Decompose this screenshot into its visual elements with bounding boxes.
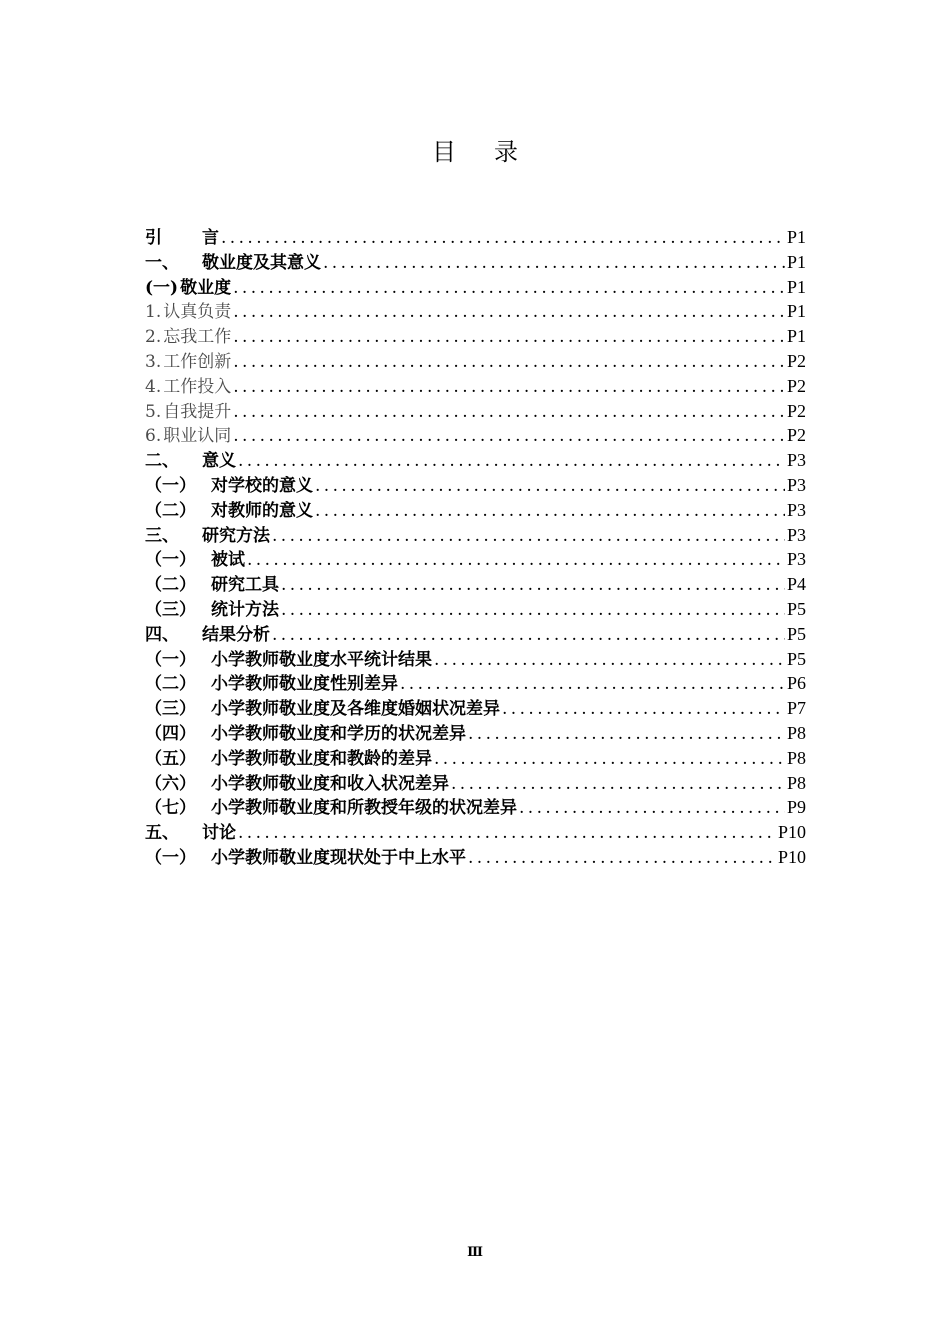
- toc-entry-number: （一）: [145, 475, 196, 496]
- toc-entry-page: P3: [786, 474, 806, 495]
- toc-entry[interactable]: [145, 795, 806, 820]
- toc-entry[interactable]: [145, 721, 806, 746]
- toc-dot-leader: [233, 424, 785, 448]
- toc-entry-number: 一、: [145, 252, 179, 273]
- toc-entry-label: 小学教师敬业度和学历的状况差异: [211, 723, 466, 744]
- toc-entry-number: (一): [145, 277, 179, 298]
- toc-entry-number: （三）: [145, 699, 196, 720]
- toc-entry-number: （三）: [145, 599, 196, 620]
- toc-entry-page: P2: [786, 375, 806, 396]
- toc-dot-leader: [221, 226, 785, 250]
- toc-entry[interactable]: [145, 696, 806, 721]
- toc-entry-page: P1: [786, 276, 806, 297]
- toc-dot-leader: [434, 648, 785, 672]
- toc-dot-leader: [434, 747, 785, 771]
- toc-entry[interactable]: [145, 299, 806, 324]
- toc-entry-number: 6.: [145, 426, 162, 447]
- toc-entry[interactable]: [145, 473, 806, 498]
- toc-entry-page: P10: [777, 846, 806, 867]
- toc-entry-number: 四、: [145, 624, 179, 645]
- page-title: 目录: [432, 138, 556, 166]
- toc-dot-leader: [281, 573, 785, 597]
- toc-entry-page: P3: [786, 549, 806, 570]
- toc-entry-label: 对学校的意义: [211, 475, 313, 496]
- toc-dot-leader: [233, 276, 785, 300]
- toc-entry-number: 1.: [145, 302, 162, 323]
- toc-entry-label: 研究方法: [202, 525, 270, 546]
- table-of-contents: [145, 225, 806, 870]
- toc-dot-leader: [451, 772, 785, 796]
- toc-entry-label: 小学教师敬业度和教龄的差异: [211, 748, 432, 769]
- toc-entry-page: P8: [786, 747, 806, 768]
- toc-entry-label: 自我提升: [163, 401, 232, 422]
- toc-entry[interactable]: [145, 771, 806, 796]
- toc-dot-leader: [502, 697, 785, 721]
- toc-entry[interactable]: [145, 622, 806, 647]
- toc-entry-page: P7: [786, 698, 806, 719]
- toc-entry-number: （二）: [145, 500, 196, 521]
- toc-entry-label: 忘我工作: [163, 327, 232, 348]
- toc-entry[interactable]: [145, 597, 806, 622]
- toc-entry-label: 小学教师敬业度性别差异: [211, 674, 398, 695]
- toc-dot-leader: [281, 598, 785, 622]
- toc-entry[interactable]: [145, 547, 806, 572]
- toc-dot-leader: [238, 449, 785, 473]
- toc-dot-leader: [468, 846, 776, 870]
- toc-entry[interactable]: [145, 423, 806, 448]
- toc-dot-leader: [315, 474, 785, 498]
- toc-dot-leader: [272, 524, 785, 548]
- toc-entry-number: （四）: [145, 723, 196, 744]
- toc-entry-number: 三、: [145, 525, 179, 546]
- toc-entry-page: P5: [786, 623, 806, 644]
- toc-entry-page: P8: [786, 722, 806, 743]
- toc-entry-number: 2.: [145, 327, 162, 348]
- toc-entry-page: P1: [786, 227, 806, 247]
- toc-entry[interactable]: [145, 498, 806, 523]
- toc-entry-number: 引: [145, 228, 162, 248]
- toc-entry-page: P4: [786, 574, 806, 595]
- toc-entry-number: 五、: [145, 823, 179, 844]
- toc-dot-leader: [233, 350, 785, 374]
- toc-entry[interactable]: [145, 225, 806, 250]
- toc-entry-number: （一）: [145, 847, 196, 868]
- toc-entry-page: P3: [786, 499, 806, 520]
- toc-entry-label: 小学教师敬业度水平统计结果: [211, 649, 432, 670]
- toc-entry-label: 结果分析: [202, 624, 270, 645]
- toc-entry-page: P8: [786, 772, 806, 793]
- toc-entry-label: 敬业度: [180, 277, 232, 298]
- toc-entry-number: （二）: [145, 575, 196, 596]
- toc-dot-leader: [233, 400, 785, 424]
- toc-dot-leader: [519, 796, 785, 820]
- toc-entry-label: 研究工具: [211, 575, 279, 596]
- toc-entry-page: P9: [786, 797, 806, 818]
- toc-entry-page: P5: [786, 598, 806, 619]
- toc-entry-label: 讨论: [202, 823, 236, 844]
- toc-entry-label: 被试: [211, 550, 245, 571]
- toc-dot-leader: [233, 300, 785, 324]
- toc-entry-page: P3: [786, 450, 806, 471]
- toc-entry[interactable]: [145, 374, 806, 399]
- toc-entry-label: 职业认同: [163, 426, 232, 447]
- toc-entry-label: 小学教师敬业度及各维度婚姻状况差异: [211, 699, 500, 720]
- toc-dot-leader: [238, 821, 776, 845]
- toc-entry[interactable]: [145, 275, 806, 300]
- toc-entry[interactable]: [145, 845, 806, 870]
- toc-entry-label: 意义: [202, 451, 236, 472]
- toc-entry-page: P5: [786, 648, 806, 669]
- toc-entry[interactable]: [145, 647, 806, 672]
- toc-entry[interactable]: [145, 523, 806, 548]
- toc-entry[interactable]: [145, 746, 806, 771]
- toc-entry-label: 对教师的意义: [211, 500, 313, 521]
- toc-dot-leader: [323, 251, 785, 275]
- toc-entry-page: P2: [786, 350, 806, 371]
- toc-entry-page: P2: [786, 400, 806, 421]
- toc-entry-label: 敬业度及其意义: [202, 252, 321, 273]
- toc-entry-page: P1: [786, 301, 806, 322]
- toc-entry-page: P6: [786, 673, 806, 694]
- toc-entry[interactable]: [145, 349, 806, 374]
- toc-entry-label: 统计方法: [211, 599, 279, 620]
- toc-entry[interactable]: [145, 671, 806, 696]
- toc-entry[interactable]: [145, 820, 806, 845]
- toc-entry-page: P2: [786, 425, 806, 446]
- toc-entry-label: 言: [202, 228, 219, 248]
- toc-dot-leader: [315, 499, 785, 523]
- toc-dot-leader: [272, 623, 785, 647]
- page-number: Ⅲ: [467, 1244, 483, 1259]
- toc-entry-page: P1: [786, 326, 806, 347]
- toc-entry[interactable]: [145, 572, 806, 597]
- toc-entry-number: 4.: [145, 376, 162, 397]
- toc-entry-number: 3.: [145, 351, 162, 372]
- toc-dot-leader: [400, 672, 785, 696]
- toc-entry[interactable]: [145, 399, 806, 424]
- toc-entry-label: 小学教师敬业度和收入状况差异: [211, 773, 449, 794]
- toc-entry-number: 二、: [145, 451, 179, 472]
- toc-dot-leader: [247, 548, 785, 572]
- toc-entry-number: （一）: [145, 550, 196, 571]
- toc-entry-page: P1: [786, 251, 806, 272]
- toc-entry-label: 小学教师敬业度和所教授年级的状况差异: [211, 798, 517, 819]
- toc-entry-number: （七）: [145, 798, 196, 819]
- toc-entry-label: 工作投入: [163, 376, 232, 397]
- toc-entry-number: （一）: [145, 649, 196, 670]
- toc-entry-label: 小学教师敬业度现状处于中上水平: [211, 847, 466, 868]
- toc-dot-leader: [233, 325, 785, 349]
- toc-entry-number: （二）: [145, 674, 196, 695]
- toc-dot-leader: [468, 722, 785, 746]
- toc-entry[interactable]: [145, 448, 806, 473]
- toc-entry[interactable]: [145, 324, 806, 349]
- toc-entry-number: （五）: [145, 748, 196, 769]
- toc-entry-number: 5.: [145, 401, 162, 422]
- toc-entry[interactable]: [145, 250, 806, 275]
- toc-entry-label: 工作创新: [163, 351, 232, 372]
- toc-entry-page: P3: [786, 524, 806, 545]
- toc-entry-number: （六）: [145, 773, 196, 794]
- toc-entry-page: P10: [777, 822, 806, 843]
- toc-dot-leader: [233, 375, 785, 399]
- toc-entry-label: 认真负责: [163, 302, 232, 323]
